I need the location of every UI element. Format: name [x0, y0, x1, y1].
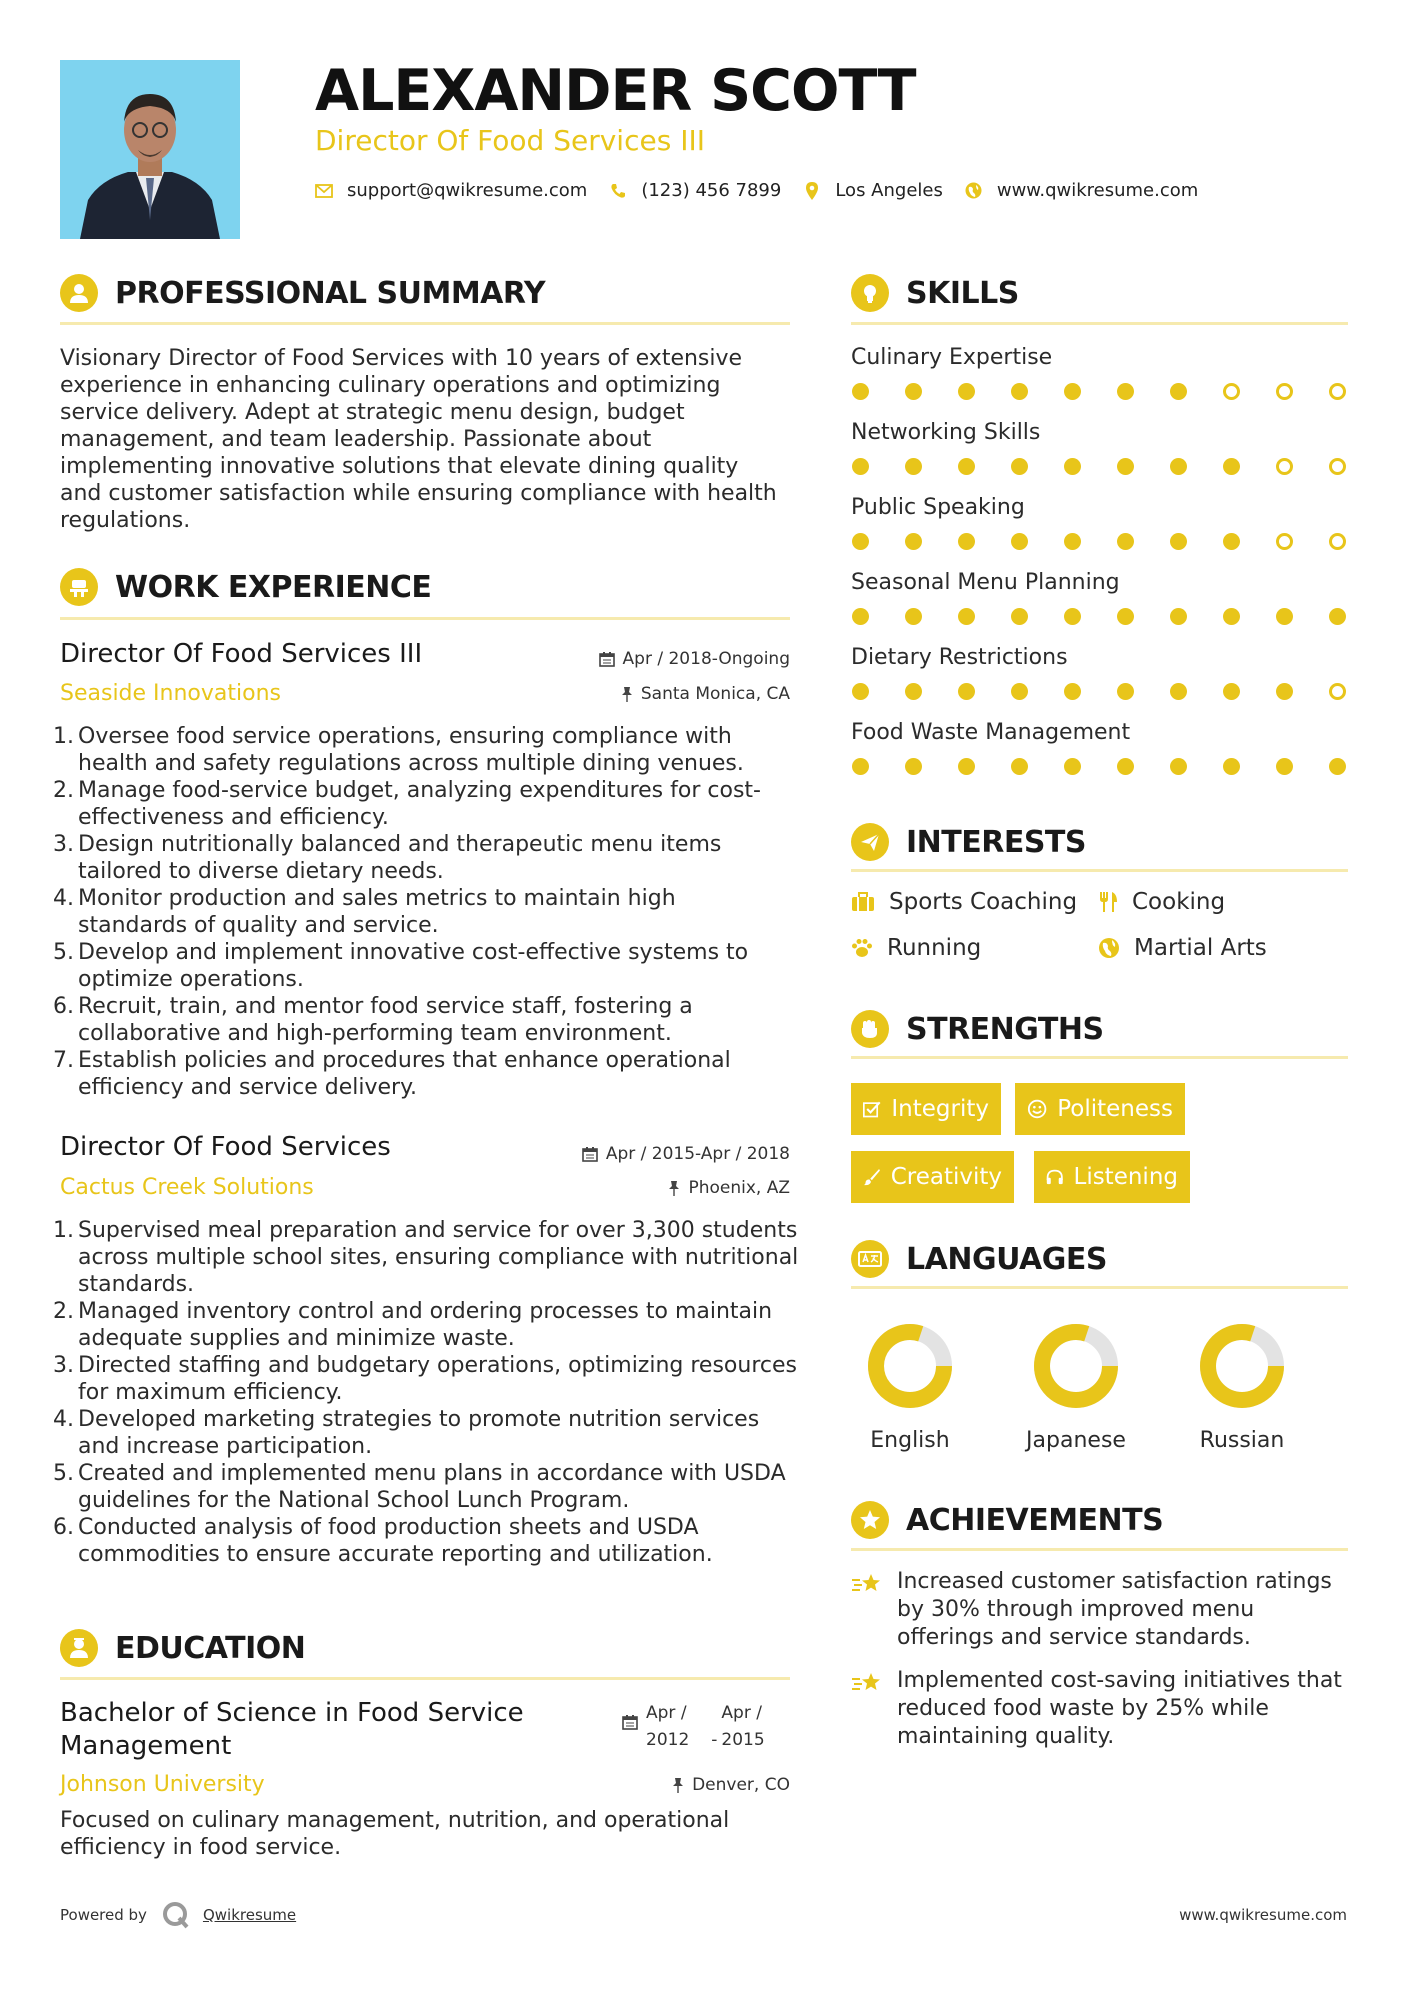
job-dates-text: Apr / 2018-Ongoing [622, 649, 790, 669]
list-item: 1. Oversee food service operations, ensuring compliance with health and safety regulations across multiple dining venues. [53, 724, 744, 776]
rating-dot-filled [958, 683, 975, 700]
skill-rating [852, 758, 1382, 775]
education-heading [60, 1629, 305, 1667]
contact-email-text: support@qwikresume.com [347, 180, 588, 201]
suitcase-icon [851, 892, 875, 912]
summary-rule [60, 322, 790, 325]
rating-dot-filled [1117, 458, 1134, 475]
rating-dot-filled [1329, 608, 1346, 625]
rating-dot-empty [1329, 683, 1346, 700]
skills-heading [851, 274, 1019, 312]
rating-dot-filled [1223, 533, 1240, 550]
job-title: Director Of Food Services III [60, 639, 423, 669]
summary-text: Visionary Director of Food Services with 10 years of extensive experience in enhancing culinary operations and optimizing service delivery. Adept at strategic menu design, budget management, and team leadership. Passionate about implementing innovative solutions that elevate dining quality and customer satisfaction while ensuring compliance with health regulations. [60, 346, 777, 533]
strengths-heading [851, 1010, 1104, 1048]
rating-dot-empty [1276, 533, 1293, 550]
rating-dot-filled [1117, 608, 1134, 625]
strength-label: Listening [1073, 1164, 1178, 1190]
education-start: Apr / 2012 [646, 1703, 690, 1750]
rating-dot-filled [958, 533, 975, 550]
pushpin-icon [668, 1180, 680, 1196]
list-item: 7. Establish policies and procedures that enhance operational efficiency and service delivery. [53, 1048, 731, 1100]
rating-dot-filled [1117, 383, 1134, 400]
interests-title: INTERESTS [906, 824, 1086, 860]
strength-label: Integrity [891, 1096, 989, 1122]
interest-item [851, 889, 1077, 915]
education-dates [622, 1700, 765, 1754]
list-item: 5. Created and implemented menu plans in accordance with USDA guidelines for the National School Lunch Program. [53, 1461, 786, 1513]
rating-dot-filled [1329, 758, 1346, 775]
rating-dot-filled [1064, 458, 1081, 475]
rating-dot-filled [1011, 758, 1028, 775]
job-location-text: Santa Monica, CA [640, 684, 790, 704]
smile-icon [1027, 1098, 1047, 1120]
skill-rating [852, 683, 1382, 700]
job-title: Director Of Food Services [60, 1132, 391, 1162]
achievement-text: Implemented cost-saving initiatives that reduced food waste by 25% while maintaining quality. [897, 1668, 1342, 1749]
interest-label: Running [887, 935, 982, 961]
rating-dot-filled [1170, 608, 1187, 625]
rating-dot-filled [1223, 758, 1240, 775]
rating-dot-filled [1223, 608, 1240, 625]
calendar-icon [599, 651, 615, 667]
strength-badge [851, 1151, 1014, 1203]
rating-dot-filled [1170, 758, 1187, 775]
rating-dot-filled [1011, 383, 1028, 400]
qwikresume-link[interactable]: Qwikresume [202, 1906, 297, 1924]
rating-dot-filled [1064, 608, 1081, 625]
list-item: 3. Directed staffing and budgetary operations, optimizing resources for maximum efficiency. [53, 1353, 797, 1405]
candidate-title: Director Of Food Services III [315, 124, 705, 157]
contact-website[interactable] [965, 180, 1198, 201]
rating-dot-filled [852, 458, 869, 475]
list-item: 6. Conducted analysis of food production sheets and USDA commodities to ensure accurate reporting and utilization. [53, 1515, 713, 1567]
paw-icon [851, 938, 873, 958]
rating-dot-filled [958, 458, 975, 475]
skill-rating [852, 533, 1382, 550]
language-name: English [870, 1428, 950, 1453]
rating-dot-empty [1329, 533, 1346, 550]
strength-label: Creativity [890, 1164, 1002, 1190]
language-icon [851, 1240, 889, 1278]
achievement-text: Increased customer satisfaction ratings by 30% through improved menu offerings and service standards. [897, 1569, 1332, 1650]
rating-dot-filled [958, 383, 975, 400]
job-dates [582, 1144, 790, 1164]
contact-bar [315, 180, 1220, 201]
powered-by-text: Powered by [60, 1906, 147, 1924]
education-title: EDUCATION [115, 1630, 306, 1666]
summary-title: PROFESSIONAL SUMMARY [115, 275, 546, 311]
strengths-title: STRENGTHS [906, 1011, 1104, 1047]
calendar-icon [622, 1714, 638, 1730]
list-item: 6. Recruit, train, and mentor food service staff, fostering a collaborative and high-performing team environment. [53, 994, 693, 1046]
envelope-icon [315, 182, 333, 200]
rating-dot-filled [958, 758, 975, 775]
languages-heading [851, 1240, 1107, 1278]
list-item: 4. Monitor production and sales metrics to maintain high standards of quality and service. [53, 886, 676, 938]
job-location [668, 1178, 790, 1198]
rating-dot-filled [852, 758, 869, 775]
footer-powered-by [60, 1900, 296, 1930]
experience-title: WORK EXPERIENCE [115, 569, 432, 605]
map-pin-icon [803, 182, 821, 200]
achievement-item [851, 1667, 1348, 1751]
job-dates [599, 649, 790, 669]
skill-rating [852, 383, 1382, 400]
rating-dot-filled [1170, 383, 1187, 400]
language-donut [1192, 1316, 1292, 1416]
job-company: Seaside Innovations [60, 681, 281, 706]
globe-icon [1098, 937, 1120, 959]
achievements-rule [851, 1548, 1348, 1551]
interest-item [1098, 889, 1225, 915]
education-location-text: Denver, CO [692, 1775, 790, 1795]
interest-item [851, 935, 981, 961]
list-item: 4. Developed marketing strategies to promote nutrition services and increase participation. [53, 1407, 760, 1459]
footer-website[interactable]: www.qwikresume.com [1179, 1906, 1347, 1924]
rating-dot-filled [1011, 683, 1028, 700]
rating-dot-filled [1170, 533, 1187, 550]
strength-badge [1034, 1151, 1190, 1203]
paper-plane-icon [851, 823, 889, 861]
rating-dot-filled [1064, 533, 1081, 550]
list-item: 2. Managed inventory control and ordering processes to maintain adequate supplies and minimize waste. [53, 1299, 773, 1351]
rating-dot-filled [905, 533, 922, 550]
education-rule [60, 1677, 790, 1680]
rating-dot-filled [905, 458, 922, 475]
school-name: Johnson University [60, 1772, 265, 1797]
strengths-rule [851, 1056, 1348, 1059]
skills-rule [851, 322, 1348, 325]
rating-dot-empty [1276, 458, 1293, 475]
pushpin-icon [621, 686, 633, 702]
education-separator: - [711, 1730, 718, 1750]
rating-dot-filled [1170, 458, 1187, 475]
skill-name: Networking Skills [851, 420, 1041, 445]
interest-item [1098, 935, 1267, 961]
rating-dot-filled [1117, 758, 1134, 775]
job-dates-text: Apr / 2015-Apr / 2018 [605, 1144, 790, 1164]
skill-name: Culinary Expertise [851, 345, 1053, 370]
checkbox-icon [863, 1099, 881, 1119]
rating-dot-filled [905, 383, 922, 400]
skill-name: Public Speaking [851, 495, 1025, 520]
rating-dot-empty [1223, 383, 1240, 400]
strength-badge [1015, 1083, 1185, 1135]
rating-dot-filled [958, 608, 975, 625]
profile-photo [60, 60, 240, 239]
interests-rule [851, 869, 1348, 872]
phone-icon [609, 182, 627, 200]
skills-title: SKILLS [906, 275, 1019, 311]
experience-rule [60, 617, 790, 620]
qwikresume-logo-icon [161, 1900, 191, 1930]
rating-dot-filled [1064, 683, 1081, 700]
job-company: Cactus Creek Solutions [60, 1175, 314, 1200]
interest-label: Cooking [1132, 889, 1226, 915]
rating-dot-filled [1011, 458, 1028, 475]
experience-heading [60, 568, 431, 606]
rating-dot-empty [1329, 383, 1346, 400]
strength-label: Politeness [1057, 1096, 1173, 1122]
list-item: 5. Develop and implement innovative cost-effective systems to optimize operations. [53, 940, 749, 992]
brush-icon [863, 1166, 881, 1188]
contact-phone-text: (123) 456 7899 [641, 180, 782, 201]
education-end: Apr / 2015 [721, 1703, 765, 1750]
languages-rule [851, 1286, 1348, 1289]
contact-location [803, 180, 943, 201]
rating-dot-filled [1276, 608, 1293, 625]
shooting-star-icon [851, 1669, 885, 1697]
calendar-icon [582, 1146, 598, 1162]
rating-dot-filled [1064, 383, 1081, 400]
globe-icon [965, 182, 983, 200]
skill-rating [852, 458, 1382, 475]
list-item: 2. Manage food-service budget, analyzing expenditures for cost-effectiveness and efficiency. [53, 778, 761, 830]
contact-location-text: Los Angeles [835, 180, 943, 201]
contact-phone[interactable] [609, 180, 781, 201]
rating-dot-filled [1011, 533, 1028, 550]
list-item: 3. Design nutritionally balanced and therapeutic menu items tailored to diverse dietary needs. [53, 832, 722, 884]
achievements-title: ACHIEVEMENTS [906, 1502, 1164, 1538]
rating-dot-filled [1223, 683, 1240, 700]
achievements-heading [851, 1501, 1163, 1539]
rating-dot-filled [852, 533, 869, 550]
job-duties [53, 723, 790, 1101]
language-name: Russian [1199, 1428, 1285, 1453]
rating-dot-filled [852, 683, 869, 700]
rating-dot-filled [1064, 758, 1081, 775]
strength-badge [851, 1083, 1001, 1135]
rating-dot-filled [1276, 758, 1293, 775]
degree-title: Bachelor of Science in Food Service Management [60, 1698, 524, 1761]
education-location [672, 1775, 790, 1795]
rating-dot-filled [852, 608, 869, 625]
lightbulb-icon [851, 274, 889, 312]
job-duties [53, 1217, 800, 1568]
candidate-name: ALEXANDER SCOTT [315, 58, 916, 124]
rating-dot-filled [1223, 458, 1240, 475]
briefcase-icon [60, 568, 98, 606]
skill-rating [852, 608, 1382, 625]
language-donut [1026, 1316, 1126, 1416]
rating-dot-filled [905, 683, 922, 700]
pushpin-icon [672, 1777, 684, 1793]
fist-icon [851, 1010, 889, 1048]
education-description: Focused on culinary management, nutrition, and operational efficiency in food service. [60, 1808, 730, 1860]
achievement-item [851, 1568, 1348, 1652]
skill-name: Seasonal Menu Planning [851, 570, 1120, 595]
user-icon [60, 274, 98, 312]
shooting-star-icon [851, 1570, 885, 1598]
contact-website-text: www.qwikresume.com [996, 180, 1199, 201]
skill-name: Dietary Restrictions [851, 645, 1068, 670]
rating-dot-filled [905, 758, 922, 775]
skill-name: Food Waste Management [851, 720, 1131, 745]
summary-heading [60, 274, 545, 312]
rating-dot-filled [852, 383, 869, 400]
rating-dot-empty [1276, 383, 1293, 400]
rating-dot-filled [1170, 683, 1187, 700]
list-item: 1. Supervised meal preparation and service for over 3,300 students across multiple school sites, ensuring compliance with nutritional standards. [53, 1218, 799, 1297]
graduation-icon [60, 1629, 98, 1667]
language-name: Japanese [1026, 1428, 1126, 1453]
contact-email[interactable] [315, 180, 587, 201]
rating-dot-filled [1117, 533, 1134, 550]
languages-title: LANGUAGES [906, 1241, 1107, 1277]
job-location-text: Phoenix, AZ [688, 1178, 790, 1198]
job-location [621, 684, 790, 704]
interests-heading [851, 823, 1086, 861]
rating-dot-filled [1117, 683, 1134, 700]
interest-label: Martial Arts [1134, 935, 1267, 961]
star-icon [851, 1501, 889, 1539]
rating-dot-filled [1011, 608, 1028, 625]
cutlery-icon [1098, 891, 1118, 913]
headphones-icon [1046, 1167, 1064, 1187]
rating-dot-filled [905, 608, 922, 625]
interest-label: Sports Coaching [889, 889, 1078, 915]
rating-dot-filled [1276, 683, 1293, 700]
language-donut [860, 1316, 960, 1416]
rating-dot-empty [1329, 458, 1346, 475]
